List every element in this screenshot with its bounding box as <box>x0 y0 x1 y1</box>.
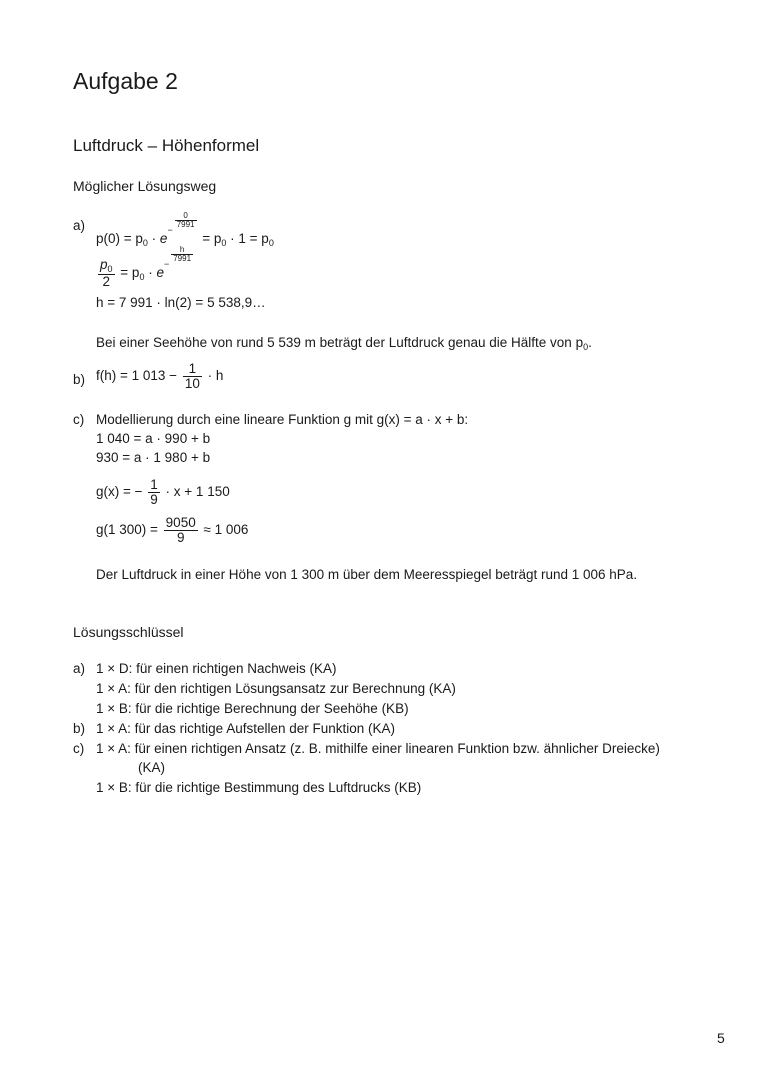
solution-heading: Möglicher Lösungsweg <box>73 178 217 194</box>
key-c1: 1 × A: für einen richtigen Ansatz (z. B. mithilfe einer linearen Funktion bzw. ähnlicher Dreiecke) <box>96 741 660 756</box>
part-c-eq1: 1 040 = a · 990 + b <box>96 431 211 446</box>
part-c-intro: Modellierung durch eine lineare Funktion g mit g(x) = a · x + b: <box>96 412 469 427</box>
key-a3: 1 × B: für die richtige Berechnung der Seehöhe (KB) <box>96 701 409 716</box>
part-c-marker: c) <box>73 412 85 427</box>
key-c-marker: c) <box>73 741 85 756</box>
part-c-g-function: g(x) = − $\frac{1}{9}$ · x + 1 150 <box>96 477 230 508</box>
key-c2: 1 × B: für die richtige Bestimmung des Luftdrucks (KB) <box>96 780 422 795</box>
part-a-sentence: Bei einer Seehöhe von rund 5 539 m beträgt der Luftdruck genau die Hälfte von $p_0$. <box>96 335 592 352</box>
key-heading: Lösungsschlüssel <box>73 624 184 640</box>
key-a1: 1 × D: für einen richtigen Nachweis (KA) <box>96 661 337 676</box>
part-a-marker: a) <box>73 218 86 233</box>
key-b-marker: b) <box>73 721 86 736</box>
page-title: Aufgabe 2 <box>73 68 178 94</box>
section-title: Luftdruck – Höhenformel <box>73 136 260 155</box>
part-c-eq2: 930 = a · 1 980 + b <box>96 450 211 465</box>
key-b1: 1 × A: für das richtige Aufstellen der Funktion (KA) <box>96 721 396 736</box>
part-b-equation: f(h) = 1 013 − $\frac{1}{10}$ · h <box>96 361 224 392</box>
page-number: 5 <box>717 1030 725 1046</box>
part-b-marker: b) <box>73 372 86 387</box>
key-c1-continuation: (KA) <box>138 760 165 775</box>
part-c-value: g(1 300) = $\frac{9050}{9}$ ≈ 1 006 <box>96 515 249 546</box>
key-a-marker: a) <box>73 661 86 676</box>
part-a-line2: $\frac{p_0}{2}$ = $p_0 \cdot e^{- \frac{h}{7991}}$ <box>100 245 192 289</box>
part-a-line3: h = 7 991 · ln(2) = 5 538,9… <box>96 295 266 310</box>
part-a-line1: $p(0) = p_0 \cdot e^{- \frac{0}{7991}}$ = $p_0 \cdot 1 = p_0$ <box>96 211 274 248</box>
key-a2: 1 × A: für den richtigen Lösungsansatz zur Berechnung (KA) <box>96 681 456 696</box>
part-c-sentence: Der Luftdruck in einer Höhe von 1 300 m über dem Meeresspiegel beträgt rund 1 006 hPa. <box>96 567 638 582</box>
